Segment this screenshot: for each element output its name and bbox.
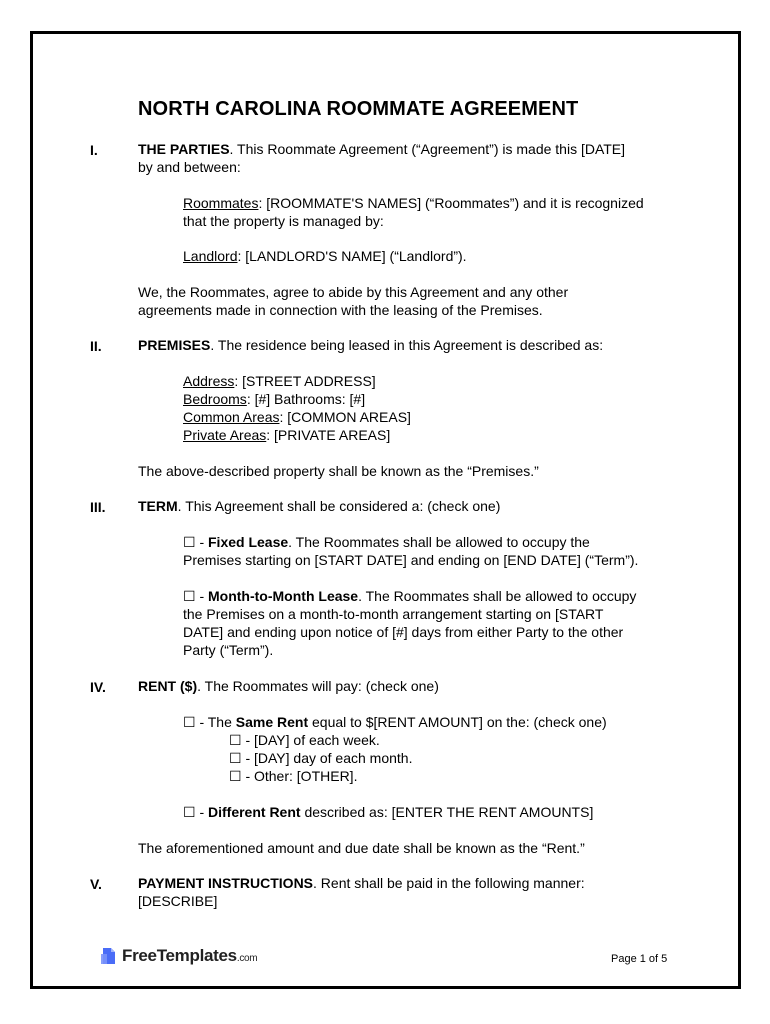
rent-day-option-week[interactable]: ☐ - [DAY] of each week. [229, 732, 380, 748]
section-heading: THE PARTIES [138, 141, 230, 157]
section-heading: PAYMENT INSTRUCTIONS [138, 875, 314, 891]
paragraph-line: Premises starting on [START DATE] and ending on [END DATE] (“Term”). [183, 552, 639, 568]
bedrooms-line: Bedrooms: [#] Bathrooms: [#] [183, 391, 366, 407]
paragraph-line: the Premises on a month-to-month arrangement starting on [START [183, 606, 604, 622]
roommates-clause: Roommates: [ROOMMATE'S NAMES] (“Roommates”) and it is recognized [183, 195, 644, 211]
section-premises-text: PREMISES. The residence being leased in this Agreement is described as: [138, 337, 604, 353]
address-line: Address: [STREET ADDRESS] [183, 373, 376, 389]
paragraph-line: Party (“Term”). [183, 642, 274, 658]
checkbox-icon[interactable]: ☐ - [183, 804, 208, 820]
rent-day-option-other[interactable]: ☐ - Other: [OTHER]. [229, 768, 358, 784]
different-rent-option: ☐ - Different Rent described as: [ENTER THE RENT AMOUNTS] [183, 804, 594, 820]
document-page [30, 31, 741, 989]
fixed-lease-option: ☐ - Fixed Lease. The Roommates shall be allowed to occupy the [183, 534, 590, 550]
paragraph-line: [DESCRIBE] [138, 893, 218, 909]
paragraph-line: by and between: [138, 159, 241, 175]
landlord-clause: Landlord: [LANDLORD'S NAME] (“Landlord”). [183, 248, 467, 264]
rent-day-option-month[interactable]: ☐ - [DAY] day of each month. [229, 750, 413, 766]
section-heading: PREMISES [138, 337, 211, 353]
paragraph-line: The above-described property shall be known as the “Premises.” [138, 463, 539, 479]
section-term-text: TERM. This Agreement shall be considered a: (check one) [138, 498, 501, 514]
section-heading: RENT ($) [138, 678, 198, 694]
checkbox-icon[interactable]: ☐ - [183, 534, 208, 550]
page-title: NORTH CAROLINA ROOMMATE AGREEMENT [138, 98, 579, 120]
section-number: II. [90, 338, 102, 354]
freetemplates-logo[interactable] [99, 946, 257, 966]
document-icon [99, 946, 119, 966]
same-rent-option: ☐ - The Same Rent equal to $[RENT AMOUNT] on the: (check one) [183, 714, 607, 730]
section-parties-text: THE PARTIES. This Roommate Agreement (“Agreement”) is made this [DATE] [138, 141, 626, 157]
logo-text: FreeTemplates.com [122, 946, 258, 965]
section-number: V. [90, 876, 102, 892]
month-to-month-option: ☐ - Month-to-Month Lease. The Roommates shall be allowed to occupy [183, 588, 637, 604]
paragraph-line: The aforementioned amount and due date shall be known as the “Rent.” [138, 840, 585, 856]
section-heading: TERM [138, 498, 178, 514]
checkbox-icon[interactable]: ☐ - [183, 588, 208, 604]
paragraph-line: that the property is managed by: [183, 213, 384, 229]
checkbox-icon[interactable]: ☐ - The [183, 714, 236, 730]
paragraph-line: agreements made in connection with the leasing of the Premises. [138, 302, 543, 318]
paragraph-line: DATE] and ending upon notice of [#] days from either Party to the other [183, 624, 624, 640]
section-number: IV. [90, 679, 106, 695]
section-number: III. [90, 499, 106, 515]
page-number: Page 1 of 5 [611, 953, 668, 965]
private-areas-line: Private Areas: [PRIVATE AREAS] [183, 427, 391, 443]
section-rent-text: RENT ($). The Roommates will pay: (check one) [138, 678, 439, 694]
section-payment-text: PAYMENT INSTRUCTIONS. Rent shall be paid in the following manner: [138, 875, 585, 891]
section-number: I. [90, 142, 98, 158]
common-areas-line: Common Areas: [COMMON AREAS] [183, 409, 411, 425]
paragraph-line: We, the Roommates, agree to abide by this Agreement and any other [138, 284, 569, 300]
